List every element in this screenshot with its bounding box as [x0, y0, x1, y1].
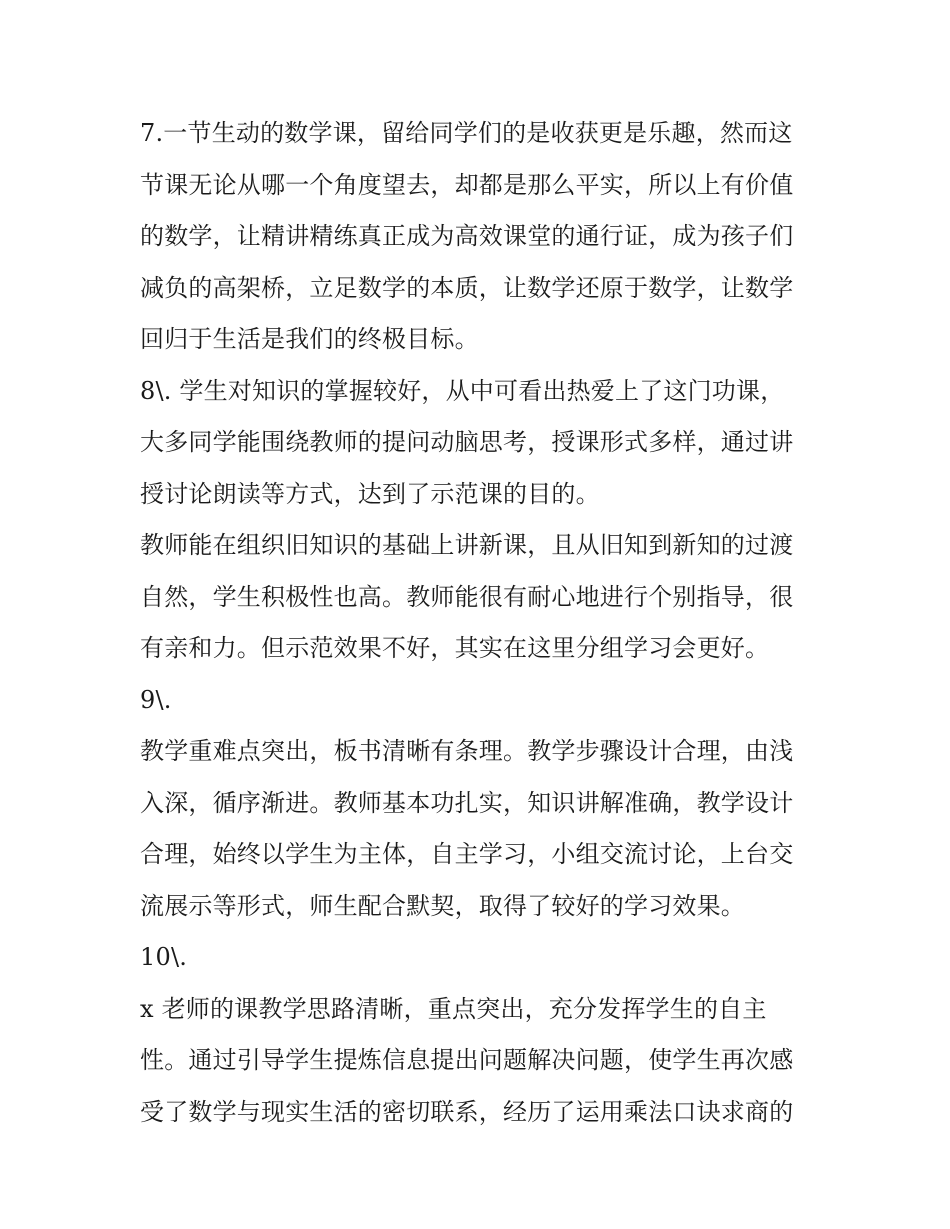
text-line-20: 受了数学与现实生活的密切联系，经历了运用乘法口诀求商的: [140, 1097, 794, 1126]
text-line-4: 减负的高架桥，立足数学的本质，让数学还原于数学，让数学: [140, 273, 794, 302]
text-line-9: 教师能在组织旧知识的基础上讲新课，且从旧知到新知的过渡: [140, 531, 794, 559]
text-line-16: 流展示等形式，师生配合默契，取得了较好的学习效果。: [140, 891, 745, 920]
text-line-11: 有亲和力。但示范效果不好，其实在这里分组学习会更好。: [140, 634, 770, 662]
text-line-17: 10\.: [140, 943, 188, 971]
text-line-18: x 老师的课教学思路清晰，重点突出，充分发挥学生的自主: [140, 994, 767, 1023]
text-line-7: 大多同学能围绕教师的提问动脑思考，授课形式多样，通过讲: [140, 428, 794, 456]
text-line-12: 9\.: [140, 685, 172, 714]
text-line-1: 7.一节生动的数学课，留给同学们的是收获更是乐趣，然而这: [140, 119, 793, 147]
text-line-8: 授讨论朗读等方式，达到了示范课的目的。: [140, 479, 600, 508]
text-line-6: 8\. 学生对知识的掌握较好，从中可看出热爱上了这门功课，: [140, 376, 785, 405]
text-line-2: 节课无论从哪一个角度望去，却都是那么平实，所以上有价值: [140, 170, 794, 199]
text-line-10: 自然，学生积极性也高。教师能很有耐心地进行个别指导，很: [140, 582, 794, 611]
text-line-19: 性。通过引导学生提炼信息提出问题解决问题，使学生再次感: [140, 1046, 794, 1074]
text-line-5: 回归于生活是我们的终极目标。: [140, 325, 479, 353]
text-line-13: 教学重难点突出，板书清晰有条理。教学步骤设计合理，由浅: [140, 737, 794, 765]
document-body: [140, 108, 820, 1138]
text-line-3: 的数学，让精讲精练真正成为高效课堂的通行证，成为孩子们: [140, 222, 794, 250]
text-line-15: 合理，始终以学生为主体，自主学习，小组交流讨论，上台交: [140, 840, 794, 868]
text-line-14: 入深，循序渐进。教师基本功扎实，知识讲解准确，教学设计: [140, 788, 794, 817]
